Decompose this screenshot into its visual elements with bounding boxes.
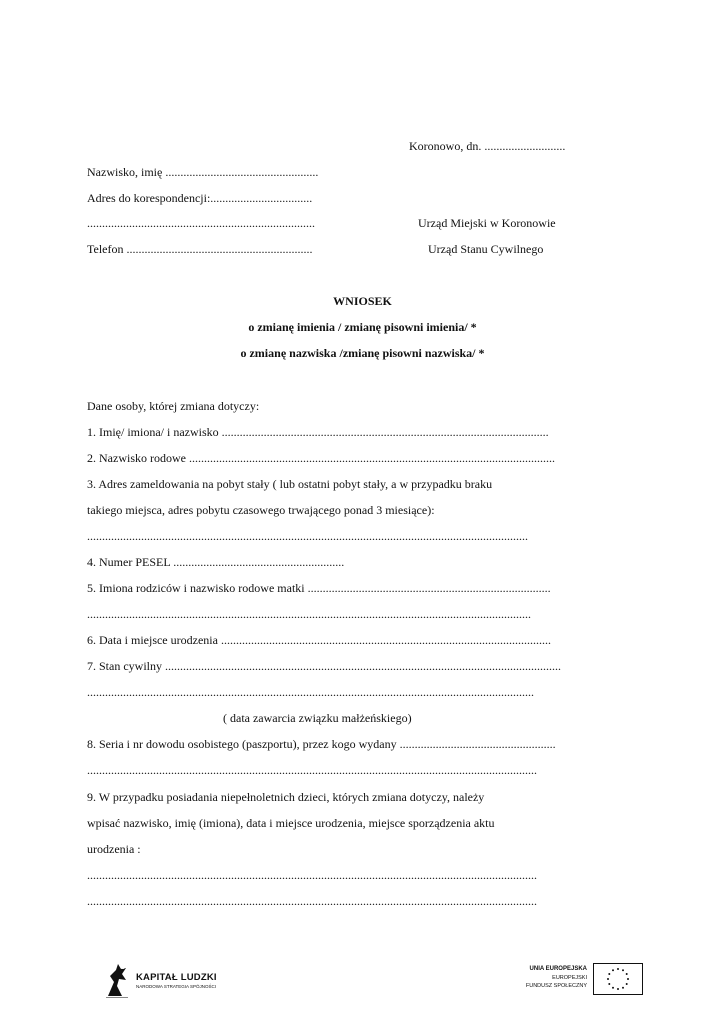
field-parents: 5. Imiona rodziców i nazwisko rodowe matki ................................................................................. <box>87 581 551 595</box>
field-address-1: 3. Adres zameldowania na pobyt stały ( lub ostatni pobyt stały, a w przypadku braku <box>87 477 493 491</box>
eu-label-2: EUROPEJSKI <box>552 975 587 981</box>
field-children-dots-2: ...................................................................................................................................................... <box>87 894 537 908</box>
field-pesel: 4. Numer PESEL ......................................................... <box>87 555 345 569</box>
field-id-document-dots: ...................................................................................................................................................... <box>87 763 537 777</box>
field-name-surname: 1. Imię/ imiona/ i nazwisko ............................................................................................................. <box>87 425 549 439</box>
field-parents-dots: .................................................................................................................................................... <box>87 607 531 621</box>
kapital-ludzki-title: KAPITAŁ LUDZKI <box>136 972 217 983</box>
phone-field: Telefon .............................................................. <box>87 242 313 256</box>
field-marriage-date-note: ( data zawarcia związku małżeńskiego) <box>223 711 412 725</box>
place-date: Koronowo, dn. ........................... <box>409 139 566 153</box>
eu-fund-logo <box>515 962 645 996</box>
form-intro: Dane osoby, której zmiana dotyczy: <box>87 399 260 413</box>
field-children-1: 9. W przypadku posiadania niepełnoletnich dzieci, których zmiana dotyczy, należy <box>87 790 485 804</box>
field-birth: 6. Data i miejsce urodzenia .............................................................................................................. <box>87 633 551 647</box>
address-line-field: ............................................................................ <box>87 216 315 230</box>
kapital-ludzki-logo <box>104 962 244 998</box>
field-children-3: urodzenia : <box>87 842 141 856</box>
eu-label-1: UNIA EUROPEJSKA <box>529 966 587 972</box>
field-address-2: takiego miejsca, adres pobytu czasowego trwającego ponad 3 miesiące): <box>87 503 435 517</box>
eu-flag-icon <box>593 963 643 995</box>
field-children-2: wpisać nazwisko, imię (imiona), data i miejsce urodzenia, miejsce sporządzenia aktu <box>87 816 495 830</box>
document-title: WNIOSEK <box>333 294 392 308</box>
field-id-document: 8. Seria i nr dowodu osobistego (paszportu), przez kogo wydany .................................................... <box>87 737 556 751</box>
surname-name-field: Nazwisko, imię ................................................... <box>87 165 319 179</box>
field-children-dots-1: ...................................................................................................................................................... <box>87 868 537 882</box>
title-line-2: o zmianę nazwiska /zmianę pisowni nazwiska/ * <box>240 346 485 360</box>
field-address-dots: ................................................................................................................................................... <box>87 529 528 543</box>
office-department: Urząd Stanu Cywilnego <box>428 242 544 256</box>
field-civil-status: 7. Stan cywilny .................................................................................................................................... <box>87 659 561 673</box>
field-family-name: 2. Nazwisko rodowe .......................................................................................................................... <box>87 451 555 465</box>
address-label-field: Adres do korespondencji:.................................. <box>87 191 313 205</box>
kapital-ludzki-subtitle: NARODOWA STRATEGIA SPÓJNOŚCI <box>136 984 217 989</box>
office-name: Urząd Miejski w Koronowie <box>418 216 556 230</box>
title-line-1: o zmianę imienia / zmianę pisowni imienia/ * <box>248 320 477 334</box>
kapital-ludzki-icon <box>104 962 130 998</box>
eu-label-3: FUNDUSZ SPOŁECZNY <box>525 983 587 989</box>
field-civil-status-dots: ..................................................................................................................................................... <box>87 685 534 699</box>
